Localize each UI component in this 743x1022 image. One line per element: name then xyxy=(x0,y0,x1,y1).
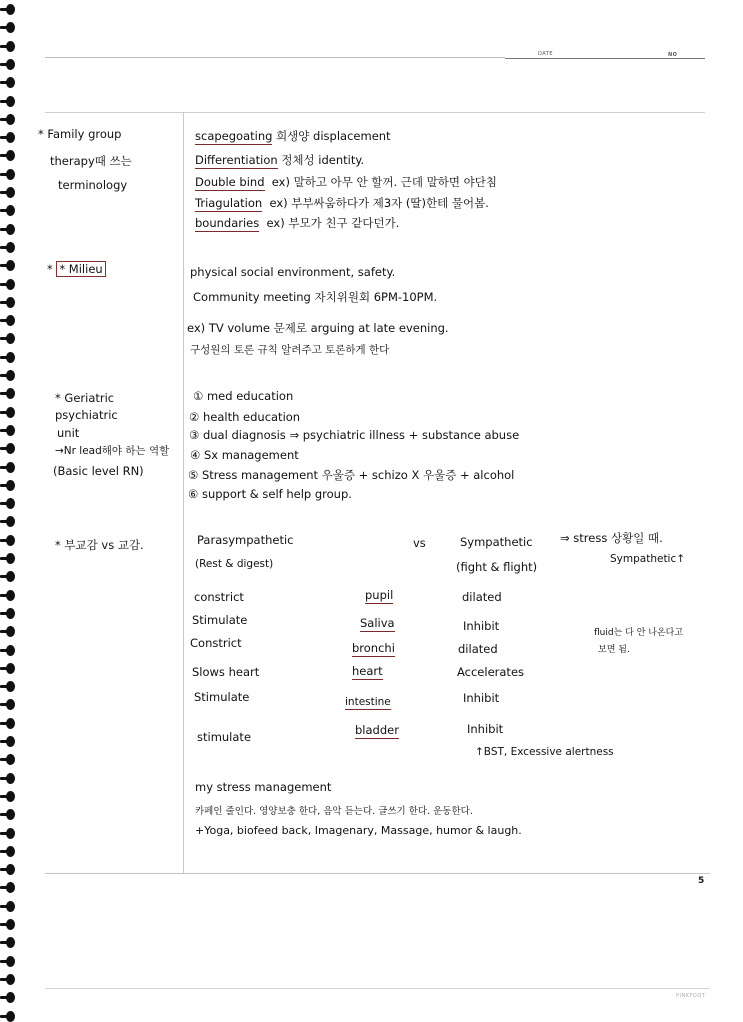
section-title: * 부교감 vs 교감. xyxy=(55,538,144,552)
spiral-ring xyxy=(0,864,16,875)
top-rule xyxy=(45,112,705,113)
stress-note: ⇒ stress 상황일 때. xyxy=(560,531,663,545)
spiral-ring xyxy=(0,132,16,143)
spiral-ring xyxy=(0,828,16,839)
spiral-ring xyxy=(0,260,16,271)
spiral-ring xyxy=(0,150,16,161)
spiral-ring xyxy=(0,736,16,747)
organ: intestine xyxy=(345,696,391,708)
note-line: Double bind ex) 말하고 아무 안 할꺼. 근데 말하면 야단침 xyxy=(195,175,497,189)
spiral-ring xyxy=(0,901,16,912)
parasympathetic-header: Parasympathetic xyxy=(197,533,294,547)
spiral-ring xyxy=(0,96,16,107)
section-title-line: therapy때 쓰는 xyxy=(50,154,132,168)
spiral-ring xyxy=(0,571,16,582)
parasympathetic-sub: (Rest & digest) xyxy=(195,558,274,570)
section-title: * * Milieu xyxy=(47,262,106,276)
spiral-ring xyxy=(0,919,16,930)
spiral-ring xyxy=(0,187,16,198)
symp-effect: dilated xyxy=(458,642,498,656)
note-line: Triagulation ex) 부부싸움하다가 제3자 (딸)한테 물어봄. xyxy=(195,196,489,210)
note-line: ex) TV volume 문제로 arguing at late evening. xyxy=(187,321,449,335)
para-effect: Constrict xyxy=(190,636,242,650)
para-effect: Stimulate xyxy=(194,690,250,704)
spiral-ring xyxy=(0,809,16,820)
spiral-ring xyxy=(0,663,16,674)
spiral-ring xyxy=(0,718,16,729)
spiral-ring xyxy=(0,333,16,344)
no-label: NO xyxy=(668,52,678,58)
list-item: ⑤ Stress management 우울증 + schizo X 우울증 + alcohol xyxy=(188,468,515,482)
bottom-rule xyxy=(45,873,710,874)
spiral-ring xyxy=(0,791,16,802)
spiral-ring xyxy=(0,224,16,235)
spiral-ring xyxy=(0,1011,16,1022)
spiral-ring xyxy=(0,626,16,637)
spiral-ring xyxy=(0,425,16,436)
section-title-line: (Basic level RN) xyxy=(53,464,144,478)
symp-effect: Inhibit xyxy=(467,722,504,736)
spiral-ring xyxy=(0,352,16,363)
organ: heart xyxy=(352,664,383,678)
section-title-line: →Nr lead해야 하는 역할 xyxy=(55,445,170,457)
spiral-ring xyxy=(0,407,16,418)
spiral-ring xyxy=(0,114,16,125)
extra-note: ↑BST, Excessive alertness xyxy=(475,746,614,758)
spiral-ring xyxy=(0,169,16,180)
spiral-ring xyxy=(0,242,16,253)
spiral-ring xyxy=(0,462,16,473)
list-item: ④ Sx management xyxy=(190,448,299,462)
organ: bronchi xyxy=(352,641,395,655)
note-line: scapegoating 희생양 displacement xyxy=(195,129,391,143)
spiral-ring xyxy=(0,516,16,527)
spiral-ring xyxy=(0,974,16,985)
sympathetic-header: Sympathetic xyxy=(460,535,533,549)
section-title-line: psychiatric xyxy=(55,408,118,422)
stress-line: 카페인 줄인다. 영양보충 한다, 음악 듣는다. 글쓰기 한다. 운동한다. xyxy=(195,806,473,817)
para-effect: stimulate xyxy=(197,730,252,744)
spiral-ring xyxy=(0,773,16,784)
brand-label: PINKFOOT xyxy=(676,993,706,999)
organ: Saliva xyxy=(360,616,395,630)
symp-effect: Inhibit xyxy=(463,619,500,633)
spiral-ring xyxy=(0,590,16,601)
note-line: boundaries ex) 부모가 친구 같다던가. xyxy=(195,216,400,230)
spiral-ring xyxy=(0,22,16,33)
spiral-ring xyxy=(0,937,16,948)
symp-effect: dilated xyxy=(462,590,502,604)
para-effect: Slows heart xyxy=(192,665,260,679)
spiral-ring xyxy=(0,59,16,70)
spiral-ring xyxy=(0,754,16,765)
spiral-ring xyxy=(0,205,16,216)
organ: bladder xyxy=(355,723,399,737)
note-line: Community meeting 자치위원회 6PM-10PM. xyxy=(193,290,438,304)
date-label: DATE xyxy=(538,51,554,57)
symp-effect: Inhibit xyxy=(463,691,500,705)
spiral-ring xyxy=(0,535,16,546)
section-title-line: terminology xyxy=(58,178,128,192)
note-line: 구성원의 토론 규칙 알려주고 토론하게 한다 xyxy=(190,344,390,356)
sympathetic-sub: (fight & flight) xyxy=(456,560,538,574)
header-rule xyxy=(45,57,505,58)
spiral-binding xyxy=(0,0,22,1019)
note-line: Differentiation 정체성 identity. xyxy=(195,153,365,167)
organ: pupil xyxy=(365,588,394,602)
spiral-ring xyxy=(0,41,16,52)
symp-effect: Accelerates xyxy=(457,665,525,679)
note-line: physical social environment, safety. xyxy=(190,265,396,279)
spiral-ring xyxy=(0,882,16,893)
list-item: ⑥ support & self help group. xyxy=(188,487,352,501)
spiral-ring xyxy=(0,498,16,509)
margin-line xyxy=(183,112,184,874)
section-title-line: unit xyxy=(57,426,80,440)
page-number: 5 xyxy=(698,876,705,886)
side-note: 보면 됨. xyxy=(598,645,630,655)
spiral-ring xyxy=(0,699,16,710)
header-rule-right xyxy=(505,58,705,59)
list-item: ② health education xyxy=(189,410,301,424)
spiral-ring xyxy=(0,608,16,619)
stress-note-2: Sympathetic↑ xyxy=(610,553,686,565)
list-item: ① med education xyxy=(193,389,294,403)
spiral-ring xyxy=(0,846,16,857)
spiral-ring xyxy=(0,480,16,491)
spiral-ring xyxy=(0,956,16,967)
list-item: ③ dual diagnosis ⇒ psychiatric illness + substance abuse xyxy=(189,428,520,442)
para-effect: constrict xyxy=(194,590,244,604)
stress-line: +Yoga, biofeed back, Imagenary, Massage, humor & laugh. xyxy=(195,824,522,837)
spiral-ring xyxy=(0,553,16,564)
spiral-ring xyxy=(0,4,16,15)
side-note: fluid는 다 안 나온다고 xyxy=(594,628,684,638)
spiral-ring xyxy=(0,297,16,308)
stress-title: my stress management xyxy=(195,780,332,794)
spiral-ring xyxy=(0,77,16,88)
section-title-line: * Geriatric xyxy=(55,391,115,405)
spiral-ring xyxy=(0,370,16,381)
section-title-line: * Family group xyxy=(38,127,122,141)
vs-label: vs xyxy=(413,536,426,550)
spiral-ring xyxy=(0,992,16,1003)
spiral-ring xyxy=(0,443,16,454)
spiral-ring xyxy=(0,645,16,656)
spiral-ring xyxy=(0,315,16,326)
para-effect: Stimulate xyxy=(192,613,248,627)
spiral-ring xyxy=(0,681,16,692)
footer-rule xyxy=(45,988,710,989)
spiral-ring xyxy=(0,388,16,399)
spiral-ring xyxy=(0,279,16,290)
